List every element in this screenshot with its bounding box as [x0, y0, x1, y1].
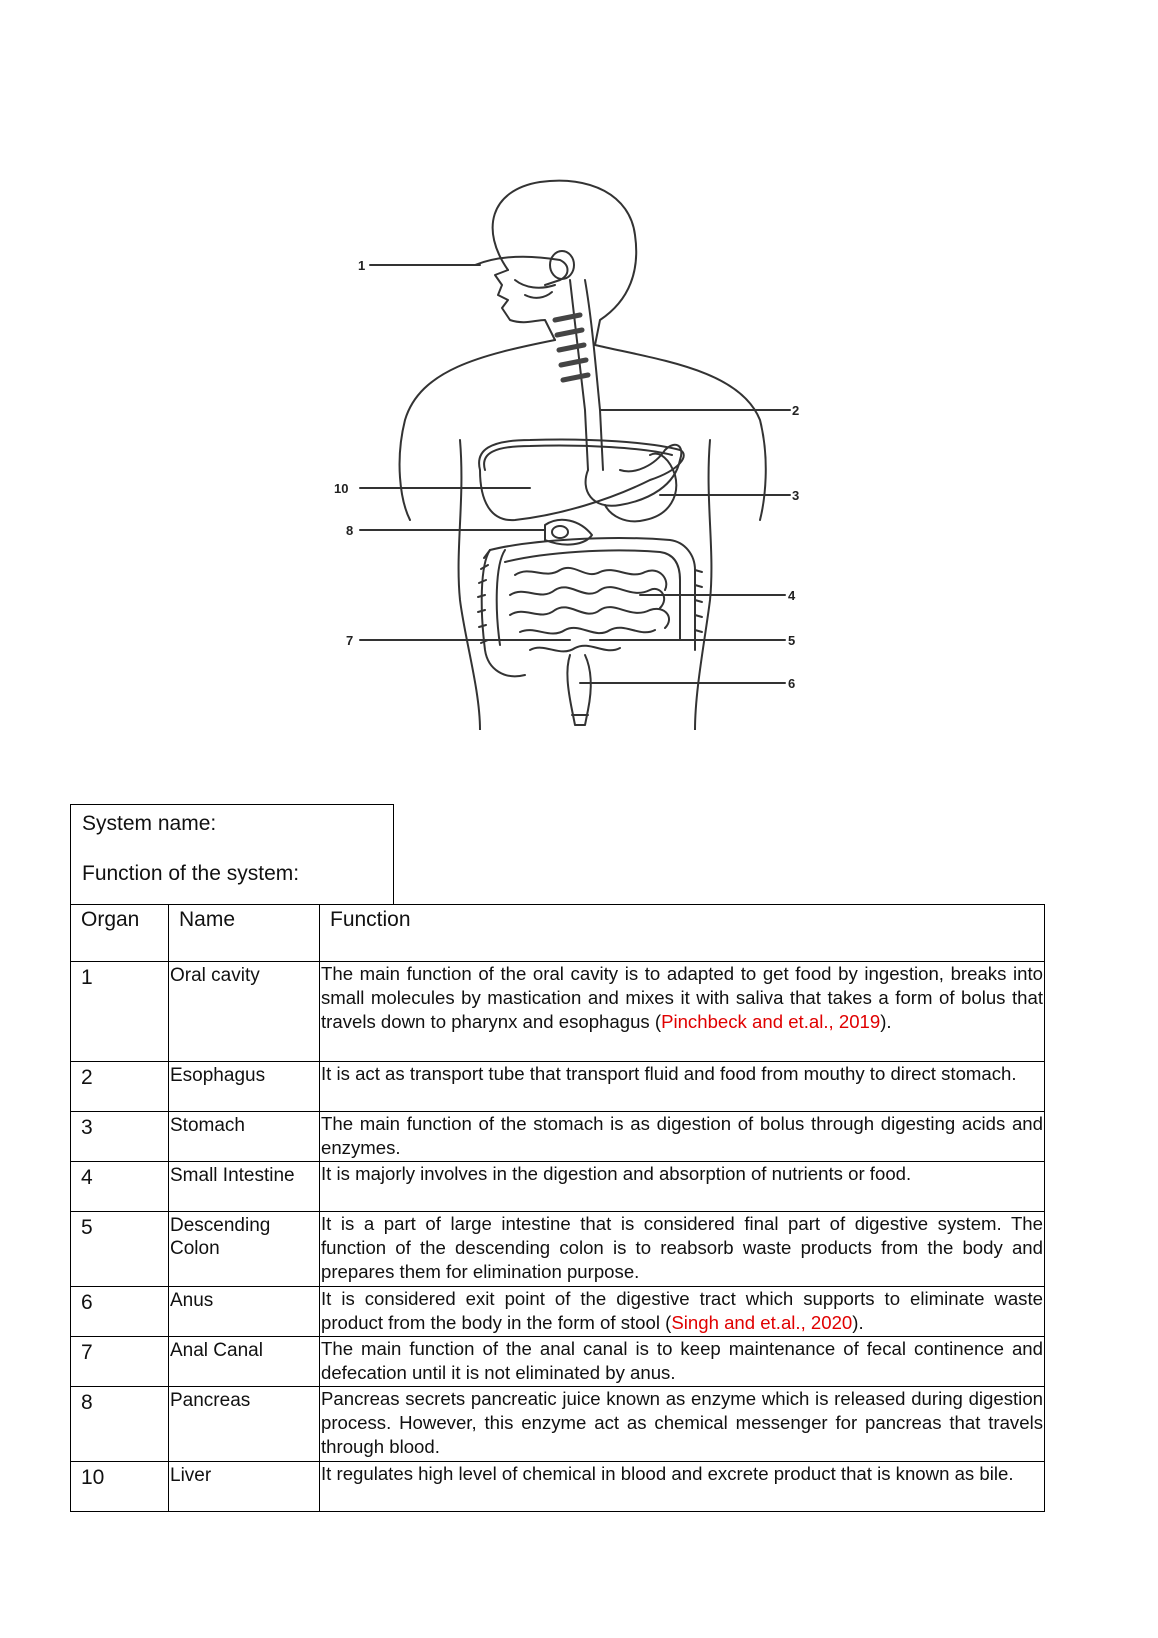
- function-text: It is act as transport tube that transport fluid and food from mouthy to direct stomach.: [321, 1063, 1017, 1084]
- organ-function: [320, 1062, 1045, 1112]
- diagram-label-3: 3: [792, 488, 800, 503]
- organ-name: Liver: [169, 1462, 320, 1512]
- table-row: [71, 1162, 1045, 1212]
- digestive-system-illustration: [330, 170, 860, 730]
- organ-function: [320, 962, 1045, 1062]
- organ-number: 8: [71, 1387, 169, 1462]
- table-header-row: [71, 905, 1045, 962]
- organ-number: 10: [71, 1462, 169, 1512]
- function-text: It is considered exit point of the digestive tract which supports to eliminate waste product from the body in the form of stool (: [321, 1288, 1043, 1333]
- organ-number: 4: [71, 1162, 169, 1212]
- organ-name: Esophagus: [169, 1062, 320, 1112]
- organ-function: [320, 1287, 1045, 1337]
- column-header-organ: Organ: [71, 905, 169, 962]
- diagram-label-4: 4: [788, 588, 796, 603]
- diagram-label-7: 7: [346, 633, 354, 648]
- diagram-label-6: 6: [788, 676, 796, 691]
- table-row: [71, 1112, 1045, 1162]
- organ-name: Oral cavity: [169, 962, 320, 1062]
- organ-function-table: [70, 904, 1045, 1512]
- organ-name: Pancreas: [169, 1387, 320, 1462]
- diagram-label-8: 8: [346, 523, 354, 538]
- table-row: [71, 962, 1045, 1062]
- function-text-end: ).: [880, 1011, 892, 1032]
- table-row: [71, 1062, 1045, 1112]
- organ-function: [320, 1337, 1045, 1387]
- organ-function: [320, 1387, 1045, 1462]
- function-text: The main function of the stomach is as digestion of bolus through digesting acids and enzymes.: [321, 1113, 1043, 1158]
- function-text: It regulates high level of chemical in blood and excrete product that is known as bile.: [321, 1463, 1014, 1484]
- system-info-box: [70, 804, 394, 904]
- diagram-label-2: 2: [792, 403, 800, 418]
- function-text: It is a part of large intestine that is considered final part of digestive system. The function of the descending colon is to reabsorb waste products from the body and prepares them for elimination purpose.: [321, 1213, 1043, 1282]
- diagram-label-5: 5: [788, 633, 796, 648]
- function-text: Pancreas secrets pancreatic juice known as enzyme which is released during digestion process. However, this enzyme act as chemical messenger for pancreas that travels through blood.: [321, 1388, 1043, 1457]
- organ-function: [320, 1162, 1045, 1212]
- organ-name: Descending Colon: [169, 1212, 320, 1287]
- function-text: The main function of the oral cavity is to adapted to get food by ingestion, breaks into small molecules by mastication and mixes it with saliva that takes a form of bolus that travels down to pharynx and esophagus (: [321, 963, 1043, 1032]
- diagram-label-10: 10: [334, 481, 349, 496]
- function-text: It is majorly involves in the digestion and absorption of nutrients or food.: [321, 1163, 912, 1184]
- diagram-label-1: 1: [358, 258, 366, 273]
- organ-number: 1: [71, 962, 169, 1062]
- function-text-end: ).: [852, 1312, 864, 1333]
- organ-function: [320, 1462, 1045, 1512]
- organ-name: Anal Canal: [169, 1337, 320, 1387]
- organ-number: 3: [71, 1112, 169, 1162]
- function-of-system-label: Function of the system:: [82, 862, 300, 885]
- function-text: The main function of the anal canal is to keep maintenance of fecal continence and defecation until it is not eliminated by anus.: [321, 1338, 1043, 1383]
- table-row: [71, 1337, 1045, 1387]
- organ-function: [320, 1212, 1045, 1287]
- organ-name: Stomach: [169, 1112, 320, 1162]
- table-row: [71, 1212, 1045, 1287]
- organ-number: 6: [71, 1287, 169, 1337]
- column-header-function: Function: [320, 905, 1045, 962]
- organ-number: 2: [71, 1062, 169, 1112]
- table-row: [71, 1387, 1045, 1462]
- system-name-label: System name:: [82, 812, 217, 835]
- organ-name: Small Intestine: [169, 1162, 320, 1212]
- organ-number: 5: [71, 1212, 169, 1287]
- organ-function: [320, 1112, 1045, 1162]
- table-row: [71, 1287, 1045, 1337]
- organ-number: 7: [71, 1337, 169, 1387]
- citation-link[interactable]: Pinchbeck and et.al., 2019: [661, 1011, 881, 1032]
- citation-link[interactable]: Singh and et.al., 2020: [671, 1312, 853, 1333]
- organ-name: Anus: [169, 1287, 320, 1337]
- table-row: [71, 1462, 1045, 1512]
- digestive-system-diagram: [330, 170, 860, 730]
- column-header-name: Name: [169, 905, 320, 962]
